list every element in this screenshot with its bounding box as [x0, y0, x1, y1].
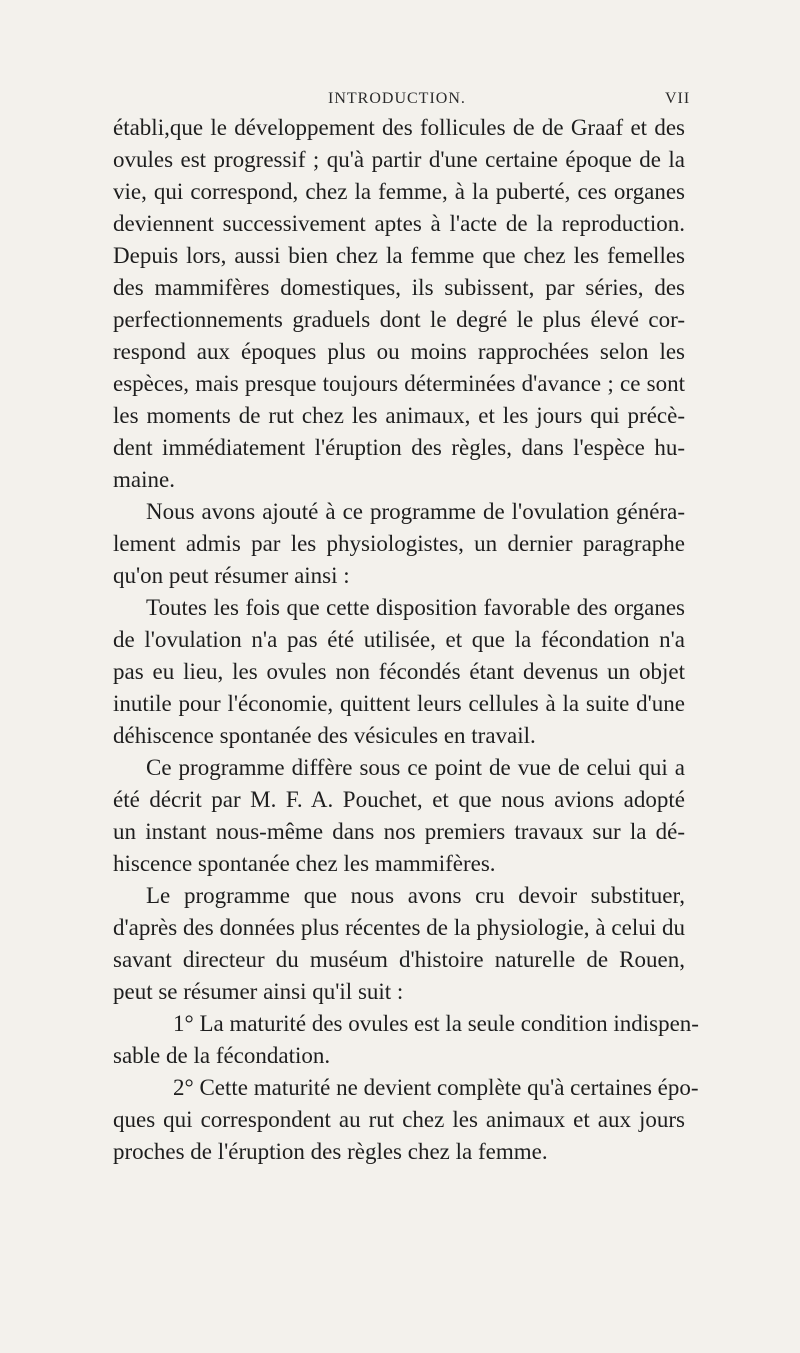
text-line: savant directeur du muséum d'histoire naturelle de Rouen, — [113, 947, 685, 972]
text-line: Toutes les fois que cette disposition favorable des organes — [146, 595, 685, 620]
text-line: inutile pour l'économie, quittent leurs cellules à la suite d'une — [113, 691, 685, 716]
text-line: les moments de rut chez les animaux, et les jours qui précè- — [113, 403, 685, 428]
text-line: établi,que le développement des follicules de de Graaf et des — [113, 115, 685, 140]
text-line: perfectionnements graduels dont le degré le plus élevé cor- — [113, 307, 685, 332]
text-line: ovules est progressif ; qu'à partir d'une certaine époque de la — [113, 147, 685, 172]
text-line: peut se résumer ainsi qu'il suit : — [113, 979, 404, 1004]
text-line: été décrit par M. F. A. Pouchet, et que nous avions adopté — [113, 787, 685, 812]
text-line: vie, qui correspond, chez la femme, à la puberté, ces organes — [113, 179, 685, 204]
text-line: Le programme que nous avons cru devoir substituer, — [146, 883, 685, 908]
text-line: déhiscence spontanée des vésicules en travail. — [113, 723, 536, 748]
text-line: des mammifères domestiques, ils subissent, par séries, des — [113, 275, 685, 300]
text-line: 2° Cette maturité ne devient complète qu'à certaines épo- — [173, 1075, 699, 1100]
text-line: espèces, mais presque toujours déterminées d'avance ; ce sont — [113, 371, 685, 396]
text-line: qu'on peut résumer ainsi : — [113, 563, 350, 588]
text-line: dent immédiatement l'éruption des règles, dans l'espèce hu- — [113, 435, 685, 460]
body-text — [113, 112, 699, 1168]
running-title: INTRODUCTION. — [328, 90, 466, 107]
text-line: lement admis par les physiologistes, un dernier paragraphe — [113, 531, 685, 556]
text-line: 1° La maturité des ovules est la seule condition indispen- — [173, 1011, 699, 1036]
text-line: sable de la fécondation. — [113, 1043, 331, 1068]
text-line: un instant nous-même dans nos premiers travaux sur la dé- — [113, 819, 685, 844]
text-line: Depuis lors, aussi bien chez la femme que chez les femelles — [113, 243, 685, 268]
text-line: de l'ovulation n'a pas été utilisée, et que la fécondation n'a — [113, 627, 685, 652]
text-line: ques qui correspondent au rut chez les animaux et aux jours — [113, 1107, 685, 1132]
page-number: VII — [665, 90, 691, 107]
running-head — [0, 90, 800, 114]
text-line: pas eu lieu, les ovules non fécondés étant devenus un objet — [113, 659, 685, 684]
text-line: proches de l'éruption des règles chez la femme. — [113, 1139, 548, 1164]
text-line: Ce programme diffère sous ce point de vue de celui qui a — [146, 755, 685, 780]
text-line: deviennent successivement aptes à l'acte de la reproduction. — [113, 211, 685, 236]
text-line: hiscence spontanée chez les mammifères. — [113, 851, 496, 876]
text-line: d'après des données plus récentes de la physiologie, à celui du — [113, 915, 685, 940]
text-line: Nous avons ajouté à ce programme de l'ovulation généra- — [146, 499, 685, 524]
text-line: maine. — [113, 467, 175, 492]
text-line: respond aux époques plus ou moins rapprochées selon les — [113, 339, 685, 364]
